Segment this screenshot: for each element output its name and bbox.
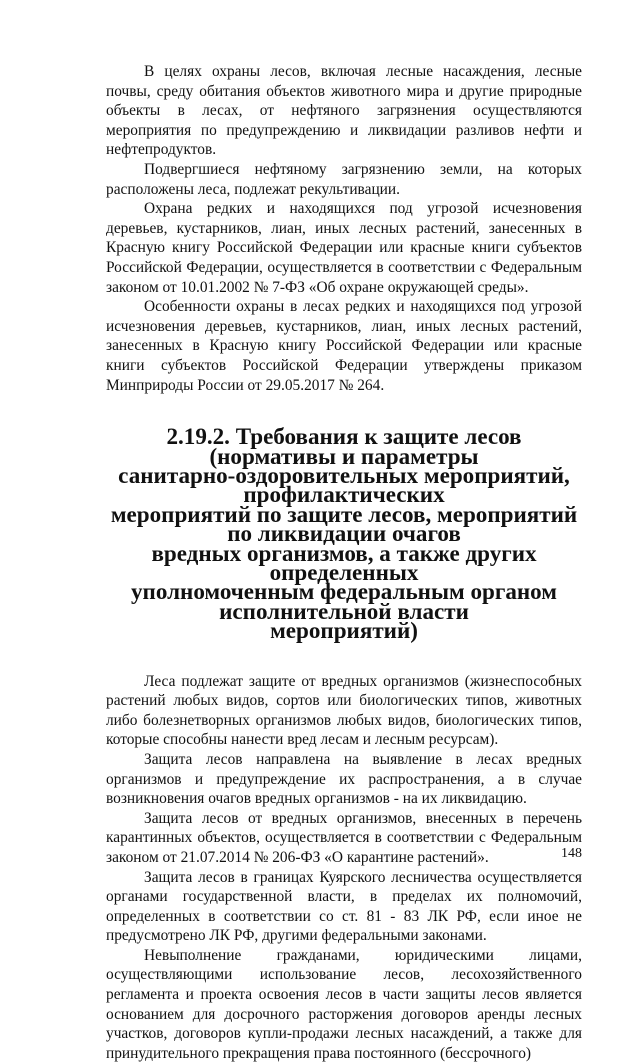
paragraph: В целях охраны лесов, включая лесные насаждения, лесные почвы, среду обитания объектов животного мира и другие природные объекты в лесах, от нефтяного загрязнения осуществляются мероприятия по предупреждению и ликвидации разливов нефти и нефтепродуктов. (106, 63, 582, 159)
document-page (106, 62, 582, 1063)
section-heading-line: 2.19.2. Требования к защите лесов (нормативы и параметры (166, 423, 522, 469)
paragraph: Защита лесов от вредных организмов, внесенных в перечень карантинных объектов, осуществляется в соответствии с Федеральным законом от 21.07.2014 № 206-ФЗ «О карантине растений». (106, 809, 582, 866)
paragraph: Защита лесов в границах Куярского лесничества осуществляется органами государственной власти, в пределах их полномочий, определенных в соответствии со ст. 81 - 83 ЛК РФ, если иное не предусмотрено ЛК РФ, другими федеральными законами. (106, 868, 582, 945)
paragraph: Охрана редких и находящихся под угрозой исчезновения деревьев, кустарников, лиан, иных лесных растений, занесенных в Красную книгу Российской Федерации или красные книги субъектов Российской Федерации, осуществляется в соответствии с Федеральным законом от 10.01.2002 № 7-ФЗ «Об охране окружающей среды». (106, 200, 582, 296)
paragraph: Подвергшиеся нефтяному загрязнению земли, на которых расположены леса, подлежат рекультивации. (106, 160, 582, 198)
paragraph: Невыполнение гражданами, юридическими лицами, осуществляющими использование лесов, лесохозяйственного регламента и проекта освоения лесов в части защиты лесов является основанием для досрочного расторжения договоров аренды лесных участков, договоров купли-продажи лесных насаждений, а также для принудительного прекращения права постоянного (бессрочного) (106, 946, 582, 1062)
section-heading-line: вредных организмов, а также других определенных (151, 539, 537, 585)
section-heading-line: мероприятий) (270, 617, 418, 644)
paragraph: Защита лесов направлена на выявление в лесах вредных организмов и предупреждение их распространения, а в случае возникновения очагов вредных организмов - на их ликвидацию. (106, 750, 582, 808)
section-heading-line: мероприятий по защите лесов, мероприятий по ликвидации очагов (110, 500, 578, 547)
paragraph: Леса подлежат защите от вредных организмов (жизнеспособных растений любых видов, сортов или биологических типов, животных либо болезнетворных организмов любых видов, биологических типов, которые способны нанести вред лесам и лесным ресурсам). (106, 672, 582, 749)
section-heading-line: санитарно-оздоровительных мероприятий, профилактических (118, 461, 570, 508)
paragraph: Особенности охраны в лесах редких и находящихся под угрозой исчезновения деревьев, кустарников, лиан, иных лесных растений, занесенных в Красную книгу Российской Федерации или красные книги субъектов Российской Федерации утверждены приказом Минприроды России от 29.05.2017 № 264. (106, 298, 582, 394)
section-heading (106, 423, 582, 644)
page-number: 148 (561, 846, 582, 861)
section-heading-line: уполномоченным федеральным органом исполнительной власти (131, 578, 557, 624)
